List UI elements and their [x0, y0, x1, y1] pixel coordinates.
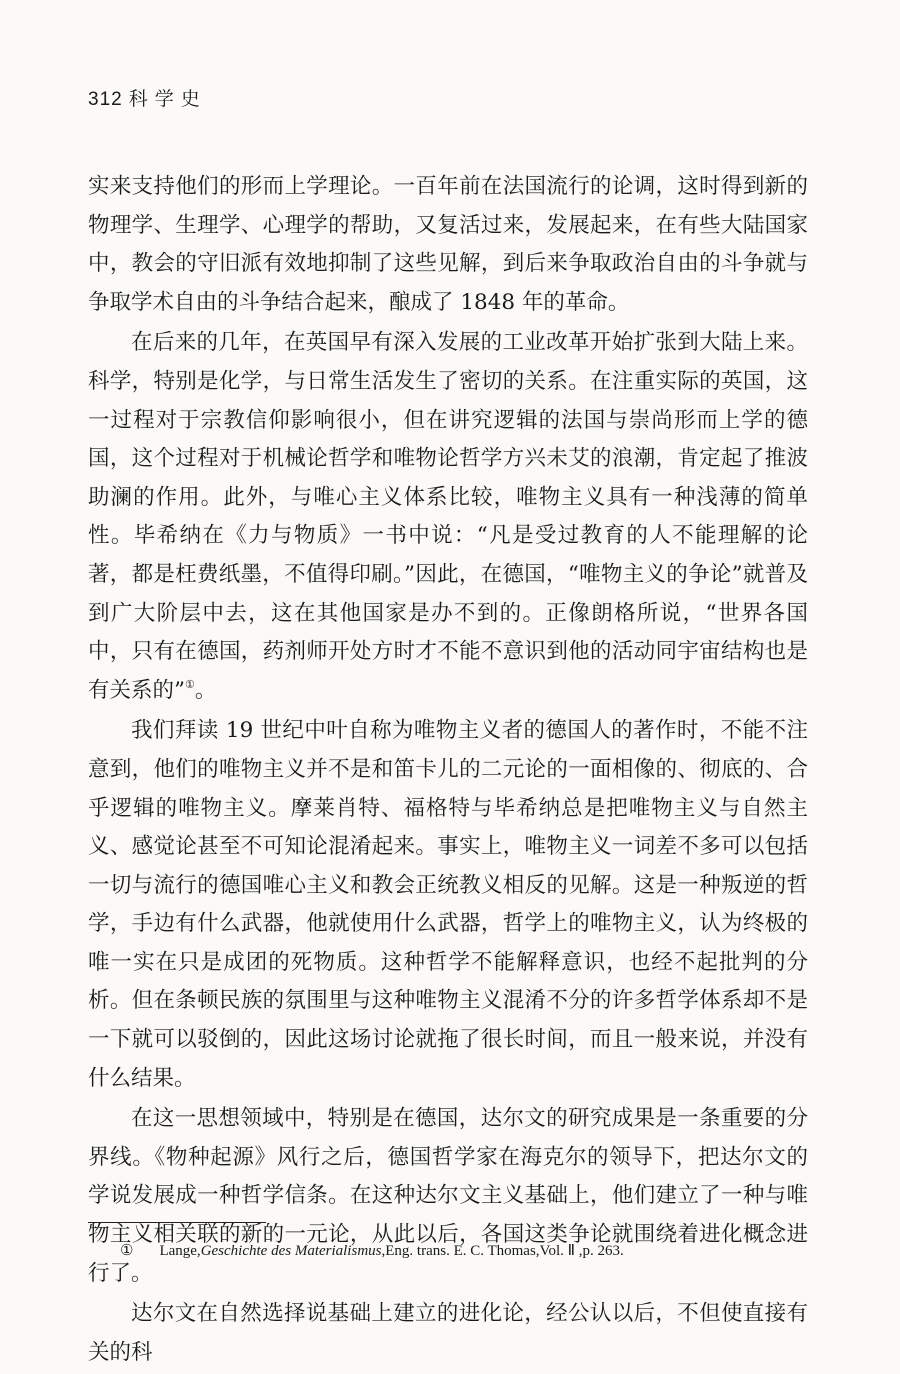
paragraph: 在这一思想领域中，特别是在德国，达尔文的研究成果是一条重要的分界线。《物种起源》风行之后，德国哲学家在海克尔的领导下，把达尔文的学说发展成一种哲学信条。在这种达尔文主义基础上，他们建立了一种与唯物主义相关联的新的一元论，从此以后，各国这类争论就围绕着进化概念进行了。 [88, 1106, 808, 1286]
footnote-separator [88, 1222, 266, 1223]
paragraph-tail: 。 [194, 677, 217, 703]
book-title: 科学史 [128, 88, 207, 110]
running-header [88, 84, 207, 111]
paragraph: 我们拜读 19 世纪中叶自称为唯物主义者的德国人的著作时，不能不注意到，他们的唯物主义并不是和笛卡儿的二元论的一面相像的、彻底的、合乎逻辑的唯物主义。摩莱肖特、福格特与毕希纳总是把唯物主义与自然主义、感觉论甚至不可知论混淆起来。事实上，唯物主义一词差不多可以包括一切与流行的德国唯心主义和教会正统教义相反的见解。这是一种叛逆的哲学，手边有什么武器，他就使用什么武器，哲学上的唯物主义，认为终极的唯一实在只是成团的死物质。这种哲学不能解释意识，也经不起批判的分析。但在条顿民族的氛围里与这种唯物主义混淆不分的许多哲学体系却不是一下就可以驳倒的，因此这场讨论就拖了很长时间，而且一般来说，并没有什么结果。 [88, 718, 808, 1091]
page-number: 312 [88, 89, 123, 110]
footnote-reference: ① [185, 677, 195, 691]
paragraph: 实来支持他们的形而上学理论。一百年前在法国流行的论调，这时得到新的物理学、生理学、心理学的帮助，又复活过来，发展起来，在有些大陆国家中，教会的守旧派有效地抑制了这些见解，到后来争取政治自由的斗争就与争取学术自由的斗争结合起来，酿成了 1848 年的革命。 [88, 174, 808, 315]
footnote-marker: ① [120, 1243, 134, 1259]
paragraph: 达尔文在自然选择说基础上建立的进化论，经公认以后，不但使直接有关的科 [88, 1301, 808, 1365]
footnote-title: Geschichte des Materialismus [200, 1243, 382, 1259]
footnote [120, 1240, 810, 1262]
footnote-citation: ,Eng. trans. E. C. Thomas,Vol. Ⅱ ,p. 263. [381, 1243, 624, 1259]
paragraph-text: 在后来的几年，在英国早有深入发展的工业改革开始扩张到大陆上来。科学，特别是化学，与日常生活发生了密切的关系。在注重实际的英国，这一过程对于宗教信仰影响很小，但在讲究逻辑的法国与崇尚形而上学的德国，这个过程对于机械论哲学和唯物论哲学方兴未艾的浪潮，肯定起了推波助澜的作用。此外，与唯心主义体系比较，唯物主义具有一种浅薄的简单性。毕希纳在《力与物质》一书中说：“凡是受过教育的人不能理解的论著，都是枉费纸墨，不值得印刷。”因此，在德国，“唯物主义的争论”就普及到广大阶层中去，这在其他国家是办不到的。正像朗格所说，“世界各国中，只有在德国，药剂师开处方时才不能不意识到他的活动同宇宙结构也是有关系的” [88, 330, 808, 703]
body-text [88, 168, 808, 1374]
footnote-author: Lange, [159, 1243, 201, 1259]
paragraph [88, 324, 808, 710]
